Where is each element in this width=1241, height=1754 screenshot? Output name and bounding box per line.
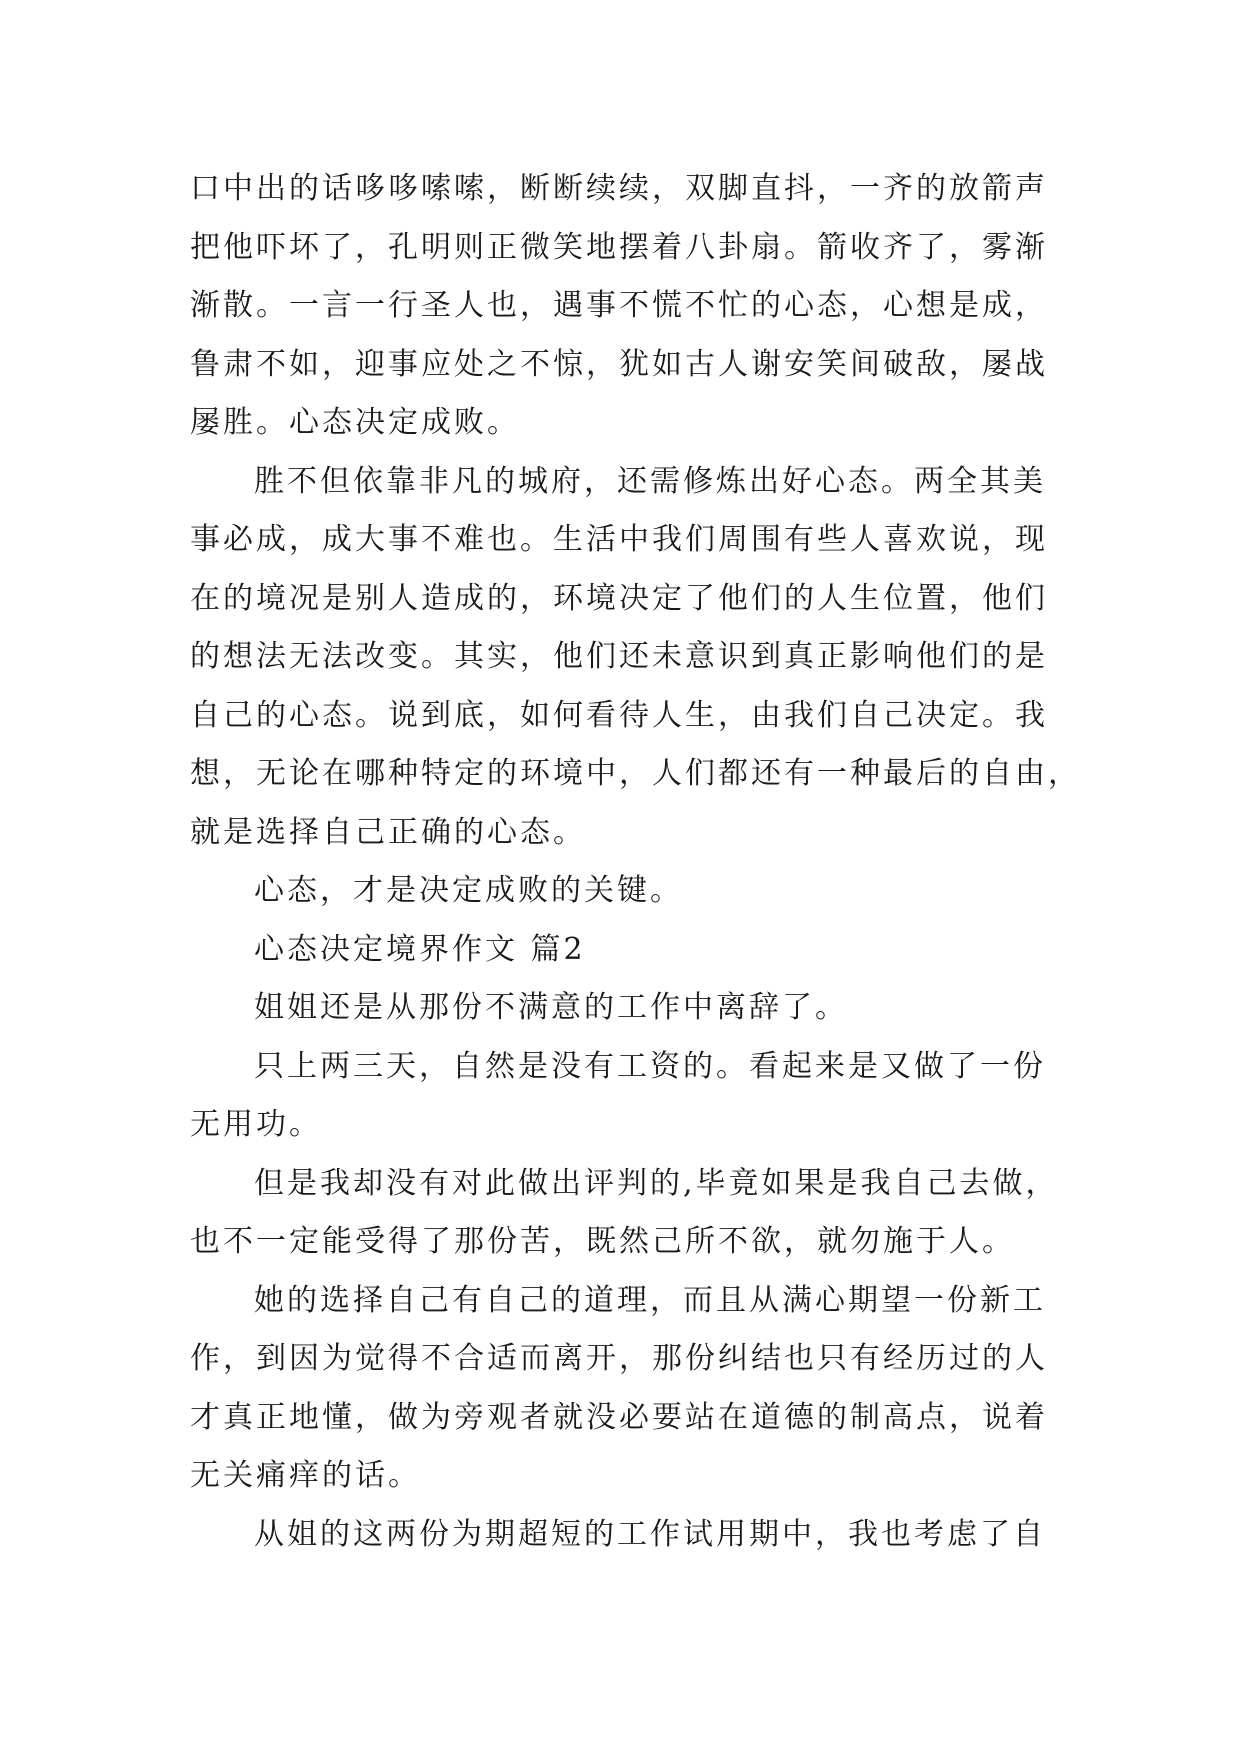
paragraph-first-line: 从姐的这两份为期超短的工作试用期中，我也考虑了自	[254, 1516, 1046, 1552]
text-line: 才真正地懂，做为旁观者就没必要站在道德的制高点，说着	[190, 1399, 1048, 1435]
paragraph-first-line: 心态，才是决定成败的关键。	[254, 873, 683, 908]
text-line: 渐散。一言一行圣人也，遇事不慌不忙的心态，心想是成，	[190, 288, 1048, 323]
text-line: 作，到因为觉得不合适而离开，那份纠结也只有经历过的人	[190, 1341, 1048, 1376]
section-heading: 心态决定境界作文 篇2	[254, 931, 586, 967]
paragraph-first-line: 胜不但依靠非凡的城府，还需修炼出好心态。两全其美	[254, 463, 1046, 499]
text-line: 在的境况是别人造成的，环境决定了他们的人生位置，他们	[190, 580, 1048, 616]
text-line: 就是选择自己正确的心态。	[190, 814, 586, 850]
text-line: 鲁肃不如，迎事应处之不惊，犹如古人谢安笑间破敌，屡战	[190, 346, 1048, 382]
paragraph-first-line: 只上两三天，自然是没有工资的。看起来是又做了一份	[254, 1048, 1046, 1084]
text-line: 无关痛痒的话。	[190, 1458, 421, 1493]
text-line: 把他吓坏了，孔明则正微笑地摆着八卦扇。箭收齐了，雾渐	[190, 229, 1048, 265]
text-line: 的想法无法改变。其实，他们还未意识到真正影响他们的是	[190, 639, 1048, 674]
text-line: 无用功。	[190, 1107, 322, 1142]
text-line: 想，无论在哪种特定的环境中，人们都还有一种最后的自由，	[190, 756, 1081, 791]
text-line: 自己的心态。说到底，如何看待人生，由我们自己决定。我	[190, 697, 1048, 733]
text-line: 屡胜。心态决定成败。	[190, 405, 520, 440]
text-line: 事必成，成大事不难也。生活中我们周围有些人喜欢说，现	[190, 522, 1048, 557]
paragraph-first-line: 姐姐还是从那份不满意的工作中离辞了。	[254, 990, 848, 1025]
text-line: 也不一定能受得了那份苦，既然己所不欲，就勿施于人。	[190, 1224, 1015, 1259]
paragraph-first-line: 她的选择自己有自己的道理，而且从满心期望一份新工	[254, 1282, 1046, 1318]
text-line: 口中出的话哆哆嗦嗦，断断续续，双脚直抖，一齐的放箭声	[190, 171, 1048, 206]
paragraph-first-line: 但是我却没有对此做出评判的,毕竟如果是我自己去做，	[254, 1165, 1059, 1201]
document-body	[190, 160, 1081, 1564]
